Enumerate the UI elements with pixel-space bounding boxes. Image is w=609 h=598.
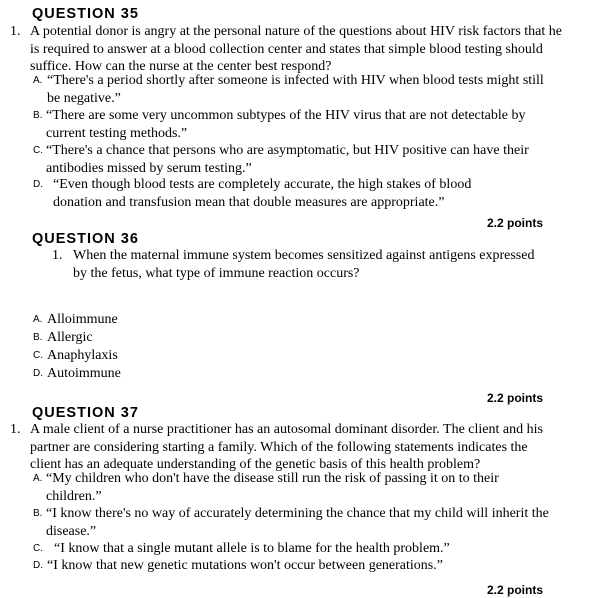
option-letter: D. [33,179,43,190]
option-text: “I know there's no way of accurately determining the chance that my child will inherit the disease.” [46,506,549,539]
option-text: “My children who don't have the disease still run the risk of passing it on to their children.” [46,471,499,504]
option-letter: C. [33,350,43,361]
question-37-number: 1. [10,422,21,437]
option-letter: D. [33,560,43,571]
question-37-stem: A male client of a nurse practitioner has an autosomal dominant disorder. The client and his partner are considering starting a family. Which of the following statements indicates the client has an adequate understanding of the genetic basis of this health problem? [30,422,543,472]
question-35-number: 1. [10,24,21,39]
question-37-points: 2.2 points [486,583,543,597]
option-text: Alloimmune [47,312,118,327]
question-36-number: 1. [52,248,63,263]
question-35-heading: QUESTION 35 [32,6,139,22]
option-text: “There are some very uncommon subtypes of the HIV virus that are not detectable by current testing methods.” [46,108,526,141]
question-36-stem: When the maternal immune system becomes sensitized against antigens expressed by the fetus, what type of immune reaction occurs? [73,248,535,281]
option-letter: A. [33,75,43,86]
question-36-heading: QUESTION 36 [32,231,139,247]
option-text: “Even though blood tests are completely accurate, the high stakes of blood donation and transfusion mean that double measures are appropriate.” [53,177,472,210]
question-37-heading: QUESTION 37 [32,405,139,421]
option-text: “There's a chance that persons who are asymptomatic, but HIV positive can have their antibodies missed by serum testing.” [46,143,529,176]
option-letter: C. [33,543,43,554]
option-letter: B. [33,332,43,343]
option-letter: A. [33,314,43,325]
option-text: “I know that a single mutant allele is to blame for the health problem.” [54,541,450,556]
option-text: Autoimmune [47,366,121,381]
option-letter: C. [33,145,43,156]
option-letter: B. [33,508,43,519]
option-text: Anaphylaxis [47,348,118,363]
question-35-stem: A potential donor is angry at the personal nature of the questions about HIV risk factors that he is required to answer at a blood collection center and states that simple blood testing should suffice. How can the nurse at the center best respond? [30,24,562,74]
question-35-points: 2.2 points [486,216,543,230]
option-letter: D. [33,368,43,379]
option-text: Allergic [47,330,93,345]
option-letter: B. [33,110,43,121]
question-36-points: 2.2 points [486,391,543,405]
option-text: “There's a period shortly after someone is infected with HIV when blood tests might still be negative.” [47,73,544,106]
option-text: “I know that new genetic mutations won't occur between generations.” [47,558,443,573]
option-letter: A. [33,473,43,484]
